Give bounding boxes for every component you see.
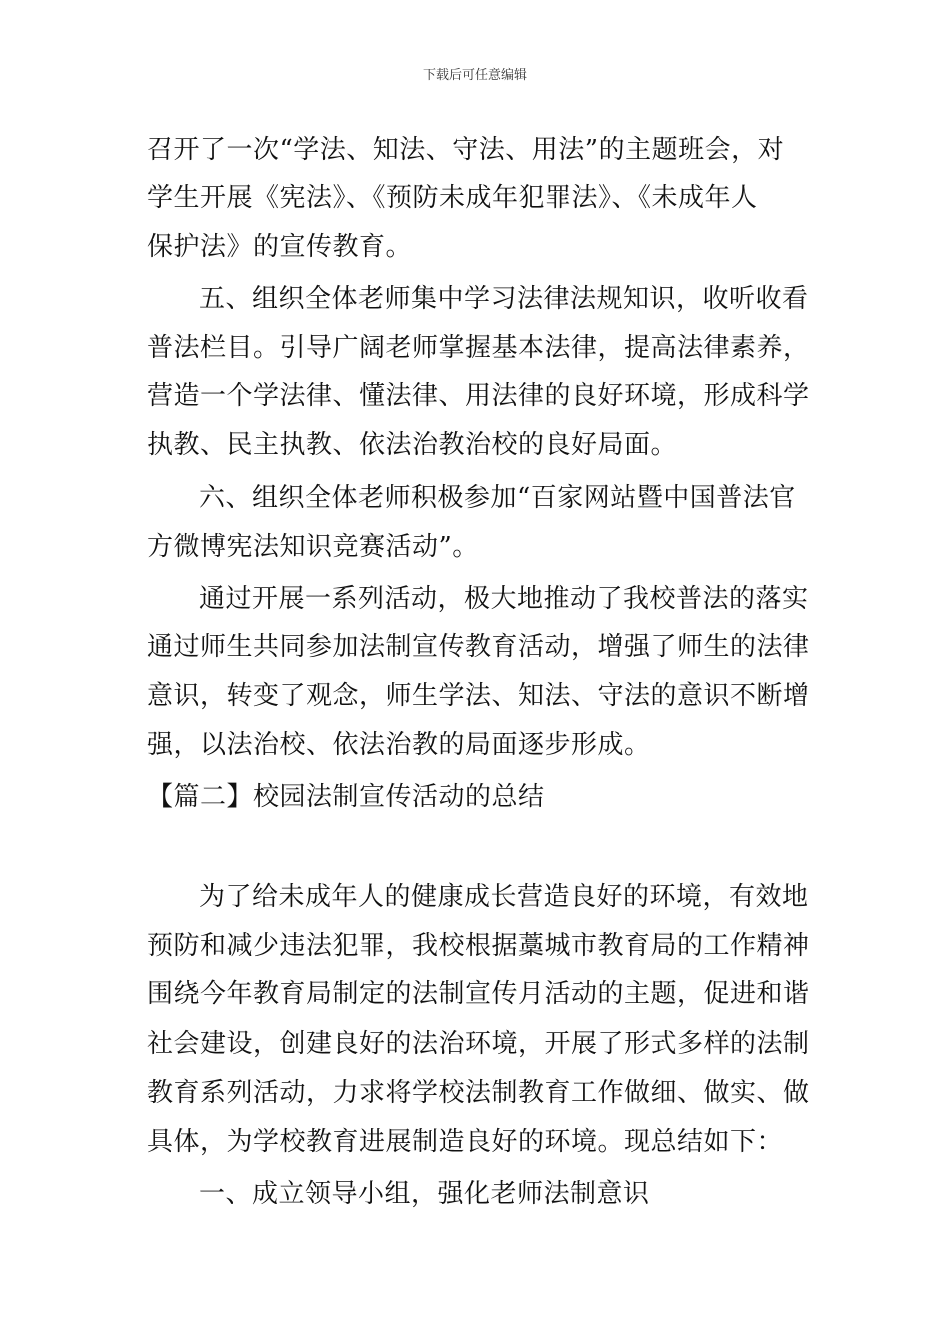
text-line: 为了给未成年人的健康成长营造良好的环境，有效地 <box>199 882 809 912</box>
text-line: 社会建设，创建良好的法治环境，开展了形式多样的法制 <box>147 1029 810 1059</box>
section-heading: 【篇二】校园法制宣传活动的总结 <box>147 782 545 812</box>
text-line: 执教、民主执教、依法治教治校的良好局面。 <box>147 430 678 460</box>
text-line: 强，以法治校、依法治教的局面逐步形成。 <box>147 730 651 760</box>
text-line: 一、成立领导小组，强化老师法制意识 <box>199 1179 650 1209</box>
text-line: 通过开展一系列活动，极大地推动了我校普法的落实 <box>199 584 809 614</box>
text-line: 学生开展《宪法》、《预防未成年犯罪法》、《未成年人 <box>147 183 758 213</box>
text-line: 六、组织全体老师积极参加“百家网站暨中国普法官 <box>199 483 796 513</box>
text-line: 保护法》的宣传教育。 <box>147 232 413 262</box>
text-line: 方微博宪法知识竞赛活动”。 <box>147 532 479 562</box>
text-line: 普法栏目。引导广阔老师掌握基本法律，提高法律素养， <box>147 333 810 363</box>
text-line: 召开了一次“学法、知法、守法、用法”的主题班会，对 <box>147 135 785 165</box>
text-line: 五、组织全体老师集中学习法律法规知识，收听收看 <box>199 284 809 314</box>
page-header: 下载后可任意编辑 <box>422 68 527 83</box>
text-line: 意识，转变了观念，师生学法、知法、守法的意识不断增 <box>147 681 810 711</box>
text-line: 营造一个学法律、懂法律、用法律的良好环境，形成科学 <box>147 381 810 411</box>
text-line: 教育系列活动，力求将学校法制教育工作做细、做实、做 <box>147 1078 810 1108</box>
text-line: 通过师生共同参加法制宣传教育活动，增强了师生的法律 <box>147 632 810 662</box>
text-line: 预防和减少违法犯罪，我校根据藁城市教育局的工作精神 <box>147 931 810 961</box>
text-line: 具体，为学校教育进展制造良好的环境。现总结如下： <box>147 1127 784 1157</box>
text-line: 围绕今年教育局制定的法制宣传月活动的主题，促进和谐 <box>147 979 810 1009</box>
